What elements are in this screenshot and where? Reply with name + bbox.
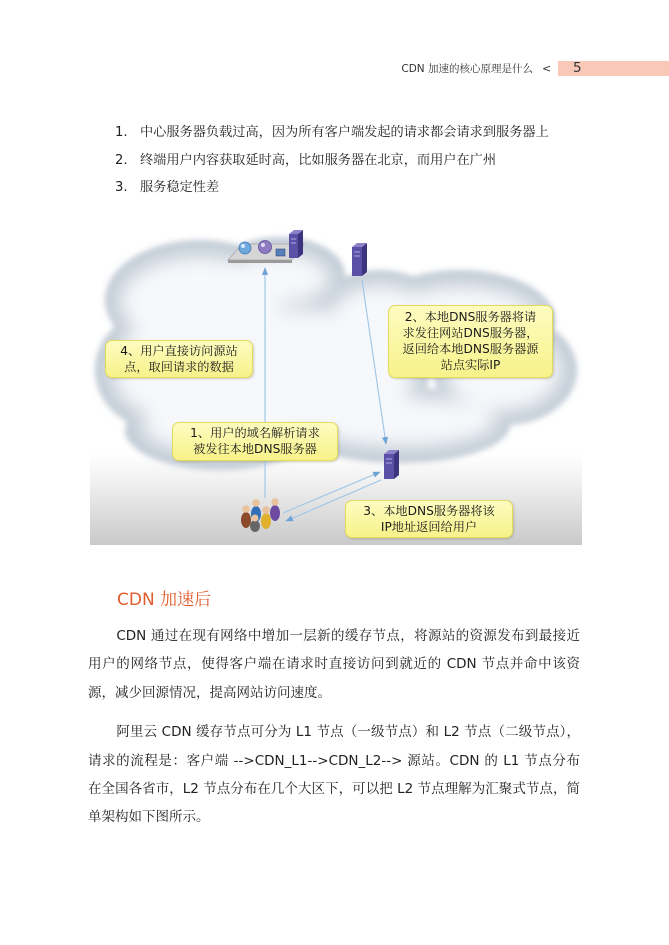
origin-server-cluster-icon [228, 230, 304, 263]
callout-step-2 [388, 305, 553, 378]
list-item-number: 3. [115, 180, 128, 195]
section-heading: CDN 加速后 [117, 590, 212, 610]
callout-step-3 [345, 500, 513, 538]
callout-line: 1、用户的域名解析请求 [190, 426, 320, 440]
callout-step-4 [105, 340, 253, 378]
callout-line: 点，取回请求的数据 [124, 360, 234, 374]
cdn-request-flow-diagram [90, 222, 582, 545]
list-item-text: 中心服务器负载过高，因为所有客户端发起的请求都会请求到服务器上 [140, 125, 549, 140]
page-number-badge: 5 [558, 61, 669, 76]
list-item [115, 119, 585, 147]
callout-line: 3、本地DNS服务器将该 [363, 504, 495, 518]
list-item [115, 174, 585, 202]
callout-line: 2、本地DNS服务器将请 [404, 310, 537, 324]
running-header-title: CDN 加速的核心原理是什么 [401, 63, 533, 75]
website-dns-server-icon [352, 243, 367, 276]
running-header-separator: < [542, 62, 552, 75]
list-item-number: 1. [115, 125, 128, 140]
list-item-text: 终端用户内容获取延时高，比如服务器在北京，而用户在广州 [140, 152, 497, 168]
list-item [115, 147, 585, 175]
callout-line: 求发往网站DNS服务器， [402, 326, 539, 340]
list-item-number: 2. [115, 152, 128, 168]
callout-line: 站点实际IP [440, 358, 501, 372]
callout-step-1 [172, 422, 338, 461]
callout-line: 返回给本地DNS服务器源 [402, 342, 539, 356]
diagram-canvas [90, 222, 582, 545]
callout-line: 4、用户直接访问源站 [120, 344, 238, 358]
paragraph: CDN 通过在现有网络中增加一层新的缓存节点，将源站的资源发布到最接近用户的网络节点，使得客户端在请求时直接访问到就近的 CDN 节点并命中该资源，减少回源情况，提高网站访问速度。 [88, 628, 580, 701]
callout-line: IP地址返回给用户 [380, 520, 478, 534]
local-dns-server-icon [384, 450, 399, 479]
problems-list [115, 119, 585, 202]
body-text [88, 622, 580, 843]
callout-line: 被发往本地DNS服务器 [193, 442, 317, 456]
list-item-text: 服务稳定性差 [140, 180, 220, 195]
paragraph: 阿里云 CDN 缓存节点可分为 L1 节点（一级节点）和 L2 节点（二级节点），请求的流程是：客户端 -->CDN_L1-->CDN_L2--> 源站。CDN 的 L1 节点分布在全国各省市，L2 节点分布在几个大区下，可以把 L2 节点理解为汇聚式节点，简单架构如下图所示。 [88, 724, 580, 826]
